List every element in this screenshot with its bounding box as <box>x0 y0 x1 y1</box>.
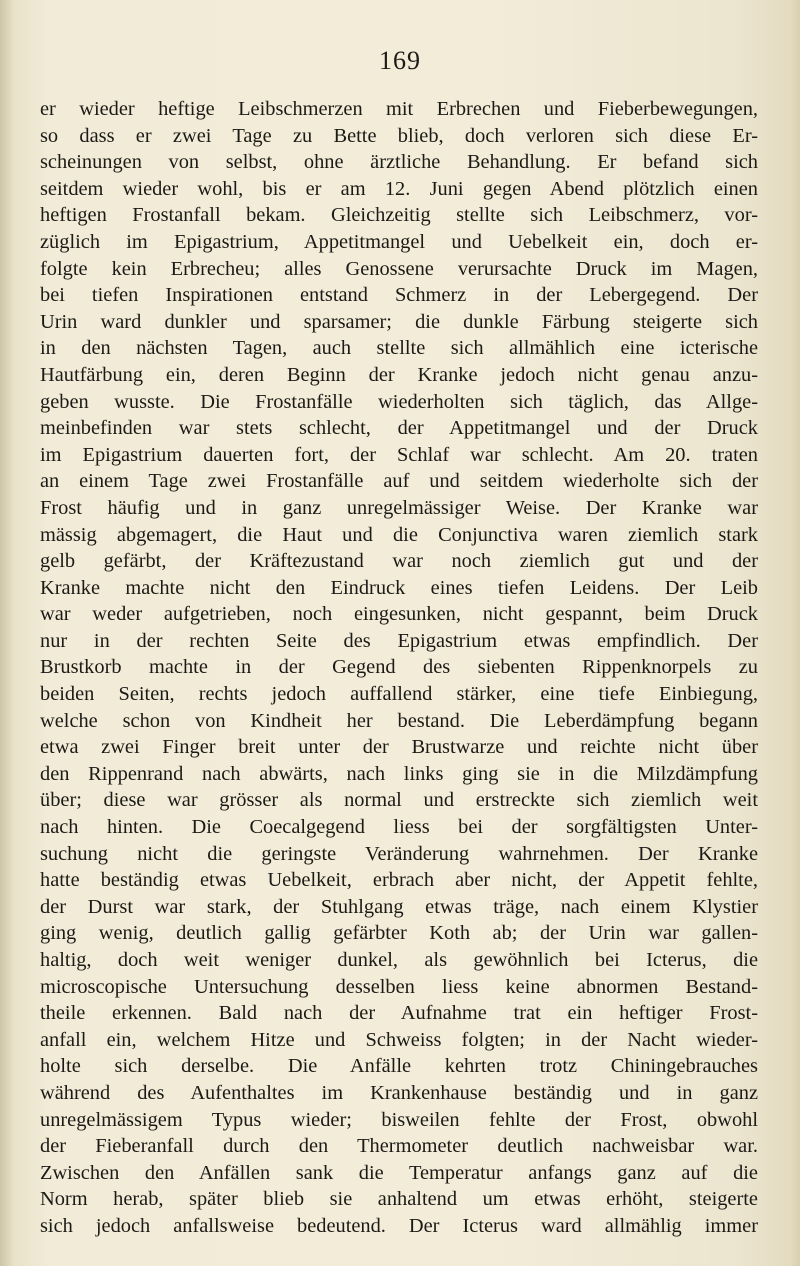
text-line: seitdem wieder wohl, bis er am 12. Juni gegen Abend plötzlich einen <box>40 177 758 200</box>
text-line: Zwischen den Anfällen sank die Temperatur anfangs ganz auf die <box>40 1161 758 1184</box>
text-line: in den nächsten Tagen, auch stellte sich allmählich eine icterische <box>40 337 758 360</box>
text-line: suchung nicht die geringste Veränderung wahrnehmen. Der Kranke <box>40 842 758 865</box>
text-line: microscopische Untersuchung desselben liess keine abnormen Bestand- <box>40 975 758 998</box>
text-line: sich jedoch anfallsweise bedeutend. Der Icterus ward allmählig immer <box>40 1214 758 1237</box>
text-line: heftigen Frostanfall bekam. Gleichzeitig stellte sich Leibschmerz, vor- <box>40 204 758 227</box>
text-line: hatte beständig etwas Uebelkeit, erbrach aber nicht, der Appetit fehlte, <box>40 869 758 892</box>
text-line: Urin ward dunkler und sparsamer; die dunkle Färbung steigerte sich <box>40 310 758 333</box>
text-line: Brustkorb machte in der Gegend des siebenten Rippenknorpels zu <box>40 656 758 679</box>
text-line: anfall ein, welchem Hitze und Schweiss folgten; in der Nacht wieder- <box>40 1028 758 1051</box>
text-line: Norm herab, später blieb sie anhaltend um etwas erhöht, steigerte <box>40 1188 758 1211</box>
text-line: Hautfärbung ein, deren Beginn der Kranke jedoch nicht genau anzu- <box>40 363 758 386</box>
text-line: während des Aufenthaltes im Krankenhause beständig und in ganz <box>40 1081 758 1104</box>
text-line: Kranke machte nicht den Eindruck eines tiefen Leidens. Der Leib <box>40 576 758 599</box>
text-line: der Fieberanfall durch den Thermometer deutlich nachweisbar war. <box>40 1135 758 1158</box>
text-line: etwa zwei Finger breit unter der Brustwarze und reichte nicht über <box>40 736 758 759</box>
text-line: an einem Tage zwei Frostanfälle auf und seitdem wiederholte sich der <box>40 470 758 493</box>
text-line: bei tiefen Inspirationen entstand Schmerz in der Lebergegend. Der <box>40 284 758 307</box>
text-line: Frost häufig und in ganz unregelmässiger Weise. Der Kranke war <box>40 496 758 519</box>
text-line: der Durst war stark, der Stuhlgang etwas träge, nach einem Klystier <box>40 895 758 918</box>
text-line: beiden Seiten, rechts jedoch auffallend stärker, eine tiefe Einbiegung, <box>40 683 758 706</box>
text-line: unregelmässigem Typus wieder; bisweilen fehlte der Frost, obwohl <box>40 1108 758 1131</box>
text-line: gelb gefärbt, der Kräftezustand war noch ziemlich gut und der <box>40 550 758 573</box>
text-line: welche schon von Kindheit her bestand. Die Leberdämpfung begann <box>40 709 758 732</box>
text-line: meinbefinden war stets schlecht, der Appetitmangel und der Druck <box>40 417 758 440</box>
text-line: folgte kein Erbrecheu; alles Genossene verursachte Druck im Magen, <box>40 257 758 280</box>
page-number: 169 <box>379 46 421 75</box>
text-line: so dass er zwei Tage zu Bette blieb, doch verloren sich diese Er- <box>40 124 758 147</box>
text-line: im Epigastrium dauerten fort, der Schlaf war schlecht. Am 20. traten <box>40 443 758 466</box>
text-line: geben wusste. Die Frostanfälle wiederholten sich täglich, das Allge- <box>40 390 758 413</box>
page-edge <box>790 0 800 1266</box>
body-text <box>40 96 758 1240</box>
text-line: nur in der rechten Seite des Epigastrium etwas empfindlich. Der <box>40 629 758 652</box>
text-line: ging wenig, deutlich gallig gefärbter Koth ab; der Urin war gallen- <box>40 922 758 945</box>
page-gutter-shadow <box>0 0 14 1266</box>
text-line: nach hinten. Die Coecalgegend liess bei der sorgfältigsten Unter- <box>40 816 758 839</box>
text-line: scheinungen von selbst, ohne ärztliche Behandlung. Er befand sich <box>40 151 758 174</box>
text-line: über; diese war grösser als normal und erstreckte sich ziemlich weit <box>40 789 758 812</box>
text-line: er wieder heftige Leibschmerzen mit Erbrechen und Fieberbewegungen, <box>40 98 758 120</box>
text-line: holte sich derselbe. Die Anfälle kehrten trotz Chiningebrauches <box>40 1055 758 1078</box>
text-line: züglich im Epigastrium, Appetitmangel und Uebelkeit ein, doch er- <box>40 230 758 253</box>
text-line: haltig, doch weit weniger dunkel, als gewöhnlich bei Icterus, die <box>40 949 758 971</box>
text-line: war weder aufgetrieben, noch eingesunken, nicht gespannt, beim Druck <box>40 603 758 626</box>
text-line: den Rippenrand nach abwärts, nach links ging sie in die Milzdämpfung <box>40 762 758 785</box>
text-line: mässig abgemagert, die Haut und die Conjunctiva waren ziemlich stark <box>40 523 758 546</box>
text-line: theile erkennen. Bald nach der Aufnahme trat ein heftiger Frost- <box>40 1002 758 1025</box>
